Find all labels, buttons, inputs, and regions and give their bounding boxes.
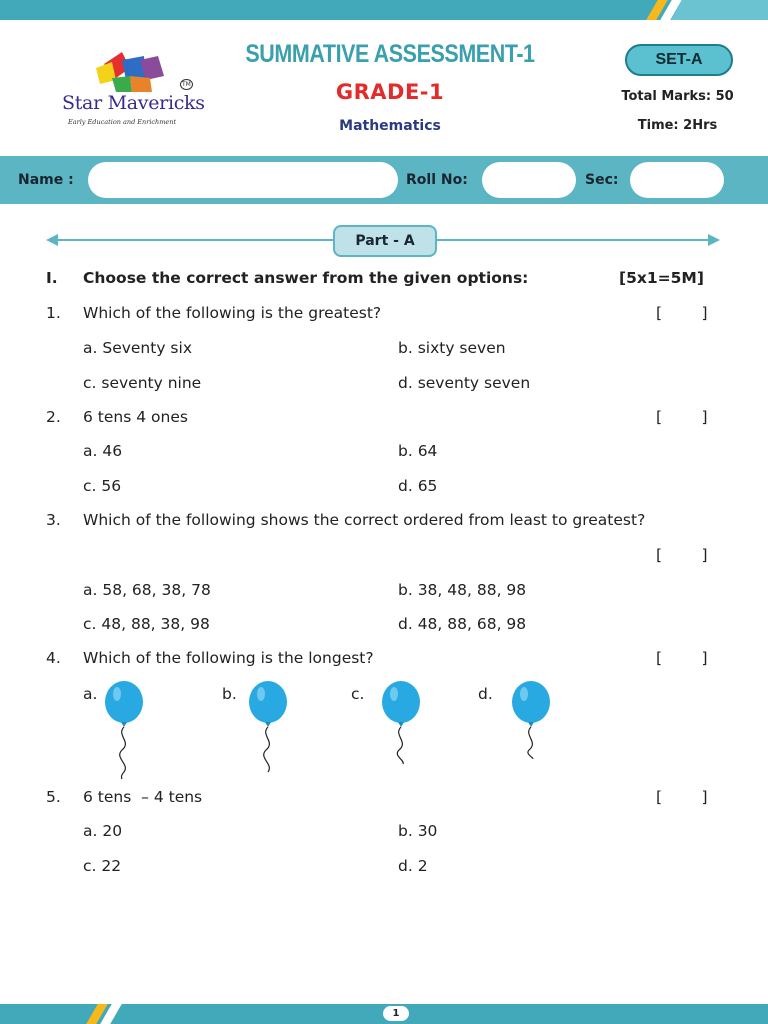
balloon-icon [104, 680, 144, 780]
top-decorative-bar [0, 0, 768, 20]
option-d: d. 2 [398, 857, 428, 875]
grade-label: GRADE-1 [335, 80, 445, 104]
option-a: a. Seventy six [83, 339, 192, 357]
sec-field[interactable] [630, 162, 724, 198]
option-d: d. [478, 685, 493, 703]
balloon-icon [248, 680, 288, 775]
question-number: 5. [46, 788, 61, 806]
time-limit: Time: 2Hrs [637, 118, 718, 133]
question-number: 4. [46, 649, 61, 667]
option-a: a. 20 [83, 822, 123, 840]
page-title: SUMMATIVE ASSESSMENT-1 [245, 40, 535, 68]
section-instruction: Choose the correct answer from the given options: [83, 269, 529, 287]
question-number: 2. [46, 408, 61, 426]
name-field[interactable] [88, 162, 398, 198]
question-number: 3. [46, 511, 61, 529]
question-text: Which of the following is the greatest? [83, 304, 382, 322]
answer-bracket: [ ] [656, 649, 708, 667]
section-numeral: I. [46, 269, 58, 287]
set-badge: SET-A [625, 44, 733, 76]
answer-bracket: [ ] [656, 546, 708, 564]
page-number: 1 [383, 1006, 409, 1021]
arrow-left-icon [46, 234, 58, 246]
name-label: Name : [18, 172, 74, 188]
balloon-icon [511, 680, 551, 760]
option-a: a. 58, 68, 38, 78 [83, 581, 211, 599]
option-a: a. [83, 685, 98, 703]
logo-name: Star Mavericks [62, 92, 205, 114]
option-c: c. 56 [83, 477, 122, 495]
option-d: d. 65 [398, 477, 438, 495]
option-b: b. 30 [398, 822, 438, 840]
option-b: b. [222, 685, 237, 703]
question-text: Which of the following shows the correct ordered from least to greatest? [83, 511, 646, 529]
option-c: c. 22 [83, 857, 122, 875]
question-text: Which of the following is the longest? [83, 649, 374, 667]
roll-label: Roll No: [406, 172, 468, 188]
part-a-label: Part - A [333, 225, 437, 257]
question-number: 1. [46, 304, 61, 322]
trademark-mark: TM [182, 81, 191, 88]
arrow-right-icon [708, 234, 720, 246]
option-b: b. 64 [398, 442, 438, 460]
answer-bracket: [ ] [656, 788, 708, 806]
option-c: c. [351, 685, 365, 703]
balloon-icon [381, 680, 421, 765]
question-text: 6 tens – 4 tens [83, 788, 203, 806]
roll-field[interactable] [482, 162, 576, 198]
total-marks: Total Marks: 50 [621, 89, 734, 104]
option-c: c. seventy nine [83, 374, 202, 392]
option-d: d. seventy seven [398, 374, 531, 392]
question-text: 6 tens 4 ones [83, 408, 188, 426]
section-marks: [5x1=5M] [619, 269, 704, 287]
option-c: c. 48, 88, 38, 98 [83, 615, 210, 633]
option-a: a. 46 [83, 442, 123, 460]
option-d: d. 48, 88, 68, 98 [398, 615, 527, 633]
answer-bracket: [ ] [656, 408, 708, 426]
logo-tagline: Early Education and Enrichment [68, 118, 177, 126]
option-b: b. 38, 48, 88, 98 [398, 581, 527, 599]
sec-label: Sec: [585, 172, 619, 188]
option-b: b. sixty seven [398, 339, 506, 357]
student-info-bar [0, 156, 768, 204]
subject-label: Mathematics [339, 118, 441, 134]
answer-bracket: [ ] [656, 304, 708, 322]
